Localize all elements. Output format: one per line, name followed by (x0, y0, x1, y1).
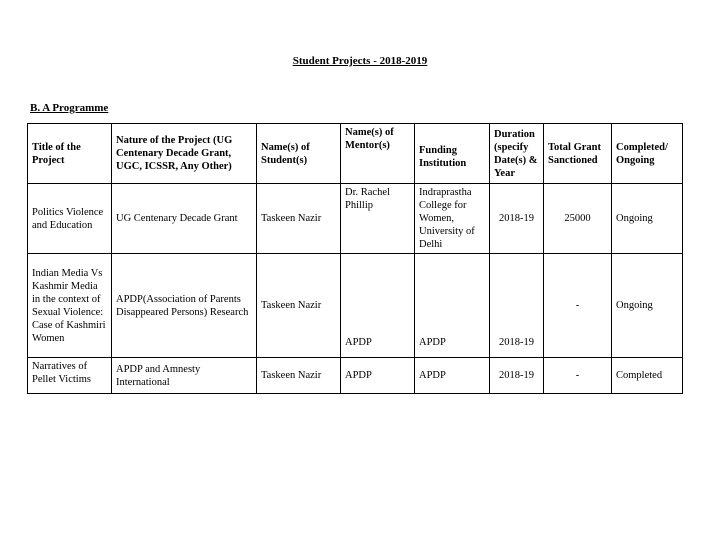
cell-title: Indian Media Vs Kashmir Media in the context of Sexual Violence: Case of Kashmiri Women (28, 254, 112, 358)
section-title: B. A Programme (30, 102, 109, 114)
table-header-row (28, 124, 683, 184)
table-row (28, 184, 683, 254)
cell-grant: - (544, 254, 612, 358)
header-title: Title of the Project (28, 124, 112, 184)
header-nature: Nature of the Project (UG Centenary Decade Grant, UGC, ICSSR, Any Other) (112, 124, 257, 184)
table-row (28, 254, 683, 358)
header-status: Completed/ Ongoing (612, 124, 683, 184)
header-funding: Funding Institution (415, 124, 490, 184)
cell-funding: APDP (415, 358, 490, 394)
header-grant: Total Grant Sanctioned (544, 124, 612, 184)
cell-funding: Indraprastha College for Women, University of Delhi (415, 184, 490, 254)
cell-title: Narratives of Pellet Victims (28, 358, 112, 394)
cell-students: Taskeen Nazir (257, 184, 341, 254)
cell-nature: UG Centenary Decade Grant (112, 184, 257, 254)
page-title: Student Projects - 2018-2019 (292, 55, 428, 67)
header-duration: Duration (specify Date(s) & Year (490, 124, 544, 184)
cell-status: Ongoing (612, 184, 683, 254)
cell-students: Taskeen Nazir (257, 358, 341, 394)
cell-funding: APDP (415, 254, 490, 358)
cell-duration: 2018-19 (490, 358, 544, 394)
header-students: Name(s) of Student(s) (257, 124, 341, 184)
cell-nature: APDP(Association of Parents Disappeared Persons) Research (112, 254, 257, 358)
cell-nature: APDP and Amnesty International (112, 358, 257, 394)
cell-grant: 25000 (544, 184, 612, 254)
cell-duration: 2018-19 (490, 254, 544, 358)
header-mentors: Name(s) of Mentor(s) (341, 124, 415, 184)
projects-table (27, 123, 683, 394)
cell-grant: - (544, 358, 612, 394)
cell-mentors: Dr. Rachel Phillip (341, 184, 415, 254)
cell-mentors: APDP (341, 358, 415, 394)
cell-status: Ongoing (612, 254, 683, 358)
table-row (28, 358, 683, 394)
cell-mentors: APDP (341, 254, 415, 358)
cell-title: Politics Violence and Education (28, 184, 112, 254)
cell-status: Completed (612, 358, 683, 394)
cell-duration: 2018-19 (490, 184, 544, 254)
cell-students: Taskeen Nazir (257, 254, 341, 358)
